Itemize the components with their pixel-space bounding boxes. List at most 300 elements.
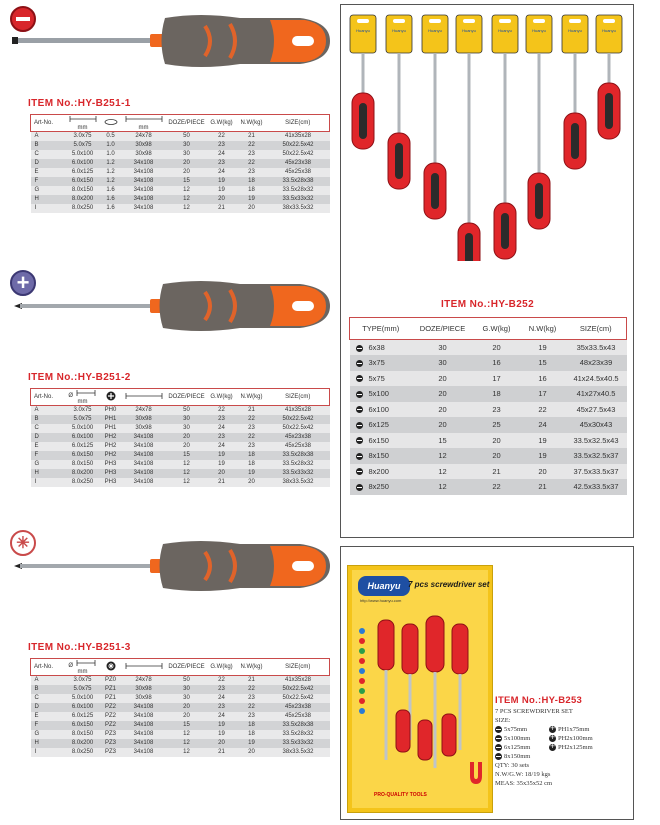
table-cell: 30x98 (121, 694, 167, 703)
table-cell: 15 (167, 451, 207, 460)
slotted-icon (356, 422, 363, 429)
table-cell: 30 (167, 141, 207, 150)
weight: N.W/G.W: 18/19 kgs (495, 771, 551, 778)
package-feature-dots (359, 628, 367, 718)
header-art-no: Art-No. (31, 389, 65, 406)
table-cell: 15 (412, 433, 474, 449)
type-value: 6x150 (368, 435, 389, 445)
header-gw: G.W(kg) (207, 659, 237, 676)
table-cell: PH2 (101, 451, 121, 460)
table-cell: 23 (207, 685, 237, 694)
table-row (350, 417, 627, 433)
header-diameter: Ø (68, 663, 73, 669)
table-cell: 30 (167, 150, 207, 159)
table-cell: 24 (207, 442, 237, 451)
table-cell: 22 (207, 132, 237, 141)
header-doze-piece: DOZE/PIECE (412, 318, 474, 340)
table-row (31, 442, 330, 451)
table-cell: 50 (167, 406, 207, 415)
type-value: 8x200 (368, 466, 389, 476)
table-cell: 15 (167, 177, 207, 186)
table-row (31, 433, 330, 442)
b253-panel (340, 546, 634, 820)
table-cell: 18 (237, 451, 267, 460)
table-cell: 5.0x75 (65, 141, 101, 150)
table-cell: I (31, 204, 65, 213)
table-cell (350, 355, 412, 371)
table-cell: 12 (412, 479, 474, 495)
table-cell: 1.0 (101, 141, 121, 150)
table-cell: 8.0x150 (65, 460, 101, 469)
type-value: 6x38 (368, 343, 385, 352)
table-row (31, 159, 330, 168)
table-cell (350, 433, 412, 449)
table-cell: 34x108 (121, 168, 167, 177)
phillips-type-icon: + (10, 270, 36, 296)
table-cell: 20 (237, 204, 267, 213)
header-length (121, 115, 167, 132)
table-cell: 19 (207, 721, 237, 730)
table-cell: 22 (237, 703, 267, 712)
table-cell: 50x22.5x42 (267, 424, 330, 433)
table-cell: 34x108 (121, 442, 167, 451)
table-row (31, 676, 330, 685)
quantity: QTY: 30 sets (495, 762, 530, 769)
table-cell: 20 (412, 371, 474, 387)
table-cell: 1.2 (101, 168, 121, 177)
header-blade (65, 389, 101, 406)
table-row (31, 739, 330, 748)
table-cell: F (31, 451, 65, 460)
slotted-icon (356, 453, 363, 460)
table-row (31, 177, 330, 186)
table-cell: 50x22.5x42 (267, 694, 330, 703)
table-cell: 23 (237, 168, 267, 177)
table-cell: 45x25x38 (267, 712, 330, 721)
table-row (31, 469, 330, 478)
table-cell: 12 (167, 748, 207, 757)
table-cell: 6.0x150 (65, 721, 101, 730)
table-cell: 45x23x38 (267, 703, 330, 712)
slotted-size-item: 6x125mm (495, 743, 549, 752)
table-cell: 6.0x100 (65, 159, 101, 168)
slotted-screwdriver-icon (0, 4, 336, 84)
header-size: SIZE(cm) (267, 115, 330, 132)
header-nw: N.W(kg) (237, 115, 267, 132)
table-cell (350, 417, 412, 433)
table-cell: 24x78 (121, 132, 167, 141)
table-cell: 12 (167, 730, 207, 739)
header-tip (101, 389, 121, 406)
table-cell: B (31, 685, 65, 694)
length-dimension-icon (124, 115, 164, 123)
length-dimension-icon (124, 392, 164, 400)
table-cell: 6.0x150 (65, 451, 101, 460)
pozidriv-screwdriver-image (0, 526, 336, 606)
table-cell: PH1 (101, 424, 121, 433)
slotted-icon (356, 484, 363, 491)
table-cell: PZ1 (101, 685, 121, 694)
table-cell: 19 (520, 433, 566, 449)
spec-table (30, 114, 330, 213)
b251-2-section (0, 262, 336, 512)
table-cell: 1.0 (101, 150, 121, 159)
table-cell: 21 (237, 676, 267, 685)
phillips-size-item: + PH1x75mm (549, 725, 609, 734)
table-cell: 6.0x125 (65, 712, 101, 721)
table-cell: 15 (520, 355, 566, 371)
header-tip (101, 115, 121, 132)
b252-panel (340, 4, 634, 538)
table-row (350, 371, 627, 387)
table-cell: PZ3 (101, 739, 121, 748)
table-cell: PH3 (101, 460, 121, 469)
table-cell: 19 (520, 448, 566, 464)
table-cell: 34x108 (121, 478, 167, 487)
table-row (31, 168, 330, 177)
table-cell: 34x108 (121, 721, 167, 730)
table-cell: PZ2 (101, 721, 121, 730)
blade-dimension-icon (75, 659, 97, 667)
table-cell: G (31, 186, 65, 195)
table-cell: A (31, 676, 65, 685)
table-cell: E (31, 168, 65, 177)
table-cell: 8.0x250 (65, 478, 101, 487)
table-cell: 20 (474, 433, 520, 449)
table-cell: 20 (167, 442, 207, 451)
table-cell: 34x108 (121, 739, 167, 748)
table-cell: PH3 (101, 478, 121, 487)
table-cell: 30x98 (121, 415, 167, 424)
slotted-icon (495, 744, 502, 751)
slotted-icon (495, 753, 502, 760)
table-cell: D (31, 703, 65, 712)
table-cell: 24 (207, 424, 237, 433)
table-cell: 23 (237, 442, 267, 451)
table-row (31, 478, 330, 487)
size-list (495, 725, 631, 761)
table-cell: 23 (474, 402, 520, 418)
table-cell: 38x33.5x32 (267, 204, 330, 213)
header-nw: N.W(kg) (237, 389, 267, 406)
table-cell: D (31, 433, 65, 442)
phillips-icon (549, 726, 556, 733)
table-cell: 0.5 (101, 132, 121, 141)
table-cell: 22 (207, 676, 237, 685)
table-row (31, 204, 330, 213)
header-nw: N.W(kg) (237, 659, 267, 676)
measurement: MEAS: 35x35x52 cm (495, 780, 553, 787)
table-cell: 20 (474, 340, 520, 356)
table-row (31, 748, 330, 757)
table-cell: 20 (237, 748, 267, 757)
table-cell: PZ0 (101, 676, 121, 685)
hang-card-logo: Huanyu (428, 28, 442, 33)
table-row (31, 712, 330, 721)
hang-card-logo: Huanyu (392, 28, 406, 33)
table-row (350, 386, 627, 402)
table-cell: 33.5x28x32 (267, 730, 330, 739)
hanging-screwdriver (350, 15, 376, 149)
header-type: TYPE(mm) (350, 318, 412, 340)
table-cell: 6.0x100 (65, 433, 101, 442)
table-row (350, 402, 627, 418)
table-row (31, 406, 330, 415)
slotted-size-item: 5x100mm (495, 734, 549, 743)
table-cell: I (31, 748, 65, 757)
table-cell: 33.5x28x38 (267, 451, 330, 460)
table-cell: 21 (237, 406, 267, 415)
table-row (31, 415, 330, 424)
table-cell: 12 (167, 204, 207, 213)
item-title: ITEM No.:HY-B253 (495, 695, 583, 706)
table-row (31, 186, 330, 195)
type-value: 6x125 (368, 420, 389, 430)
hang-card-logo: Huanyu (568, 28, 582, 33)
table-row (31, 132, 330, 141)
table-cell: 5.0x100 (65, 694, 101, 703)
phillips-size-item: + PH2x125mm (549, 743, 609, 752)
table-cell: 19 (237, 739, 267, 748)
table-cell: 6.0x125 (65, 442, 101, 451)
table-cell: 23 (207, 703, 237, 712)
table-cell: 20 (167, 168, 207, 177)
table-cell: H (31, 469, 65, 478)
table-cell: H (31, 195, 65, 204)
table-cell: 23 (237, 694, 267, 703)
table-cell: G (31, 460, 65, 469)
table-cell (350, 402, 412, 418)
table-cell: 17 (474, 371, 520, 387)
table-cell: 19 (207, 186, 237, 195)
table-cell: 1.2 (101, 159, 121, 168)
table-cell: 50 (167, 676, 207, 685)
magnet-icon (468, 760, 484, 786)
table-cell: 34x108 (121, 451, 167, 460)
table-cell: 33.5x28x38 (267, 721, 330, 730)
header-length (121, 659, 167, 676)
table-cell: 18 (474, 386, 520, 402)
table-cell (350, 340, 412, 356)
header-size: SIZE(cm) (566, 318, 627, 340)
set-name: 7 PCS SCREWDRIVER SET (495, 708, 573, 715)
table-cell: B (31, 415, 65, 424)
table-cell: 6.0x100 (65, 703, 101, 712)
table-cell: 33.5x33x32 (267, 195, 330, 204)
table-cell: A (31, 406, 65, 415)
table-cell: 19 (237, 195, 267, 204)
slotted-icon (356, 345, 363, 352)
table-cell: 8.0x150 (65, 730, 101, 739)
table-cell: 18 (237, 730, 267, 739)
table-cell: 5.0x75 (65, 685, 101, 694)
table-cell: E (31, 442, 65, 451)
table-cell: PZ2 (101, 703, 121, 712)
table-cell: 3.0x75 (65, 132, 101, 141)
table-cell: 45x30x43 (566, 417, 627, 433)
header-nw: N.W(kg) (520, 318, 566, 340)
table-cell: 50x22.5x42 (267, 141, 330, 150)
table-cell (350, 448, 412, 464)
table-cell: 42.5x33.5x37 (566, 479, 627, 495)
type-value: 5x100 (368, 389, 389, 399)
table-cell: D (31, 159, 65, 168)
table-cell: 22 (237, 685, 267, 694)
table-cell: 20 (237, 478, 267, 487)
table-row (31, 424, 330, 433)
table-cell: 24 (207, 694, 237, 703)
table-cell: 18 (237, 177, 267, 186)
table-cell: 20 (207, 469, 237, 478)
header-gw: G.W(kg) (207, 115, 237, 132)
table-cell: 1.6 (101, 186, 121, 195)
table-cell: 33.5x28x32 (267, 186, 330, 195)
table-cell: 34x108 (121, 177, 167, 186)
table-row (31, 195, 330, 204)
table-cell: 8.0x250 (65, 748, 101, 757)
table-cell: 50x22.5x42 (267, 685, 330, 694)
slotted-size-item: 8x150mm (495, 752, 549, 761)
table-cell (350, 386, 412, 402)
table-cell: PH2 (101, 442, 121, 451)
table-row (350, 340, 627, 356)
header-doze-piece: DOZE/PIECE (167, 389, 207, 406)
table-row (31, 150, 330, 159)
table-cell: 12 (412, 464, 474, 480)
header-unit: mm (138, 125, 149, 131)
phillips-size-item: + PH2x100mm (549, 734, 609, 743)
table-cell: 45x23x38 (267, 159, 330, 168)
table-cell: 20 (412, 386, 474, 402)
table-cell: 20 (167, 712, 207, 721)
table-cell: 34x108 (121, 204, 167, 213)
hang-card-logo: Huanyu (498, 28, 512, 33)
blade-dimension-icon (75, 389, 97, 397)
item-title: ITEM No.:HY-B251-1 (28, 98, 131, 109)
table-cell: 45x25x38 (267, 168, 330, 177)
table-cell (350, 464, 412, 480)
header-size: SIZE(cm) (267, 389, 330, 406)
type-value: 5x75 (368, 373, 385, 383)
table-row (31, 685, 330, 694)
table-cell: 21 (207, 748, 237, 757)
table-cell: 24x78 (121, 406, 167, 415)
hanging-screwdriver (492, 15, 518, 259)
hanging-screwdriver (526, 15, 552, 229)
table-cell: PH2 (101, 433, 121, 442)
table-cell: 33.5x33x32 (267, 469, 330, 478)
table-cell: 1.6 (101, 204, 121, 213)
table-cell: 21 (474, 464, 520, 480)
table-cell: 30 (167, 694, 207, 703)
table-cell: 34x108 (121, 730, 167, 739)
table-cell: F (31, 177, 65, 186)
table-cell: A (31, 132, 65, 141)
header-blade (65, 115, 101, 132)
table-cell: 18 (237, 186, 267, 195)
table-cell: 17 (520, 386, 566, 402)
table-cell: 30 (412, 340, 474, 356)
table-cell: 30 (167, 424, 207, 433)
table-cell: 3.0x75 (65, 676, 101, 685)
pozidriv-type-icon: ✳ (10, 530, 36, 556)
table-cell: 34x108 (121, 460, 167, 469)
table-cell: 5.0x75 (65, 415, 101, 424)
table-cell: 23 (237, 150, 267, 159)
slotted-screwdriver-image (0, 4, 336, 84)
table-cell: 41x35x28 (267, 132, 330, 141)
hanging-screwdriver (562, 15, 588, 169)
table-cell: 30x98 (121, 150, 167, 159)
packaged-screwdrivers-icon (368, 610, 488, 780)
table-cell: PZ2 (101, 712, 121, 721)
phillips-tip-icon (106, 391, 116, 401)
table-cell: 5.0x100 (65, 150, 101, 159)
table-cell: 23 (207, 415, 237, 424)
table-cell: 15 (167, 721, 207, 730)
table-cell: 22 (237, 159, 267, 168)
screwdriver-set-package-image (347, 565, 493, 813)
table-cell: 8.0x250 (65, 204, 101, 213)
table-cell: 37.5x33.5x37 (566, 464, 627, 480)
table-cell: 6.0x125 (65, 168, 101, 177)
hang-card-logo: Huanyu (462, 28, 476, 33)
slotted-icon (356, 391, 363, 398)
table-cell: 24 (207, 150, 237, 159)
table-cell: 41x35x28 (267, 676, 330, 685)
table-cell: 8.0x200 (65, 739, 101, 748)
length-dimension-icon (124, 662, 164, 670)
table-cell: 34x108 (121, 748, 167, 757)
table-cell: 24 (207, 168, 237, 177)
table-cell: 30x98 (121, 424, 167, 433)
table-cell: 12 (167, 186, 207, 195)
table-cell: 19 (520, 340, 566, 356)
table-row (350, 448, 627, 464)
table-cell: 34x108 (121, 186, 167, 195)
table-cell: 50x22.5x42 (267, 415, 330, 424)
slotted-icon (356, 360, 363, 367)
slotted-icon (356, 468, 363, 475)
item-title: ITEM No.:HY-B252 (441, 299, 535, 310)
hanging-screwdriver-set-image (347, 11, 627, 261)
pozidriv-screwdriver-icon (0, 526, 336, 606)
table-cell: 30 (167, 415, 207, 424)
table-cell: 21 (237, 132, 267, 141)
table-cell: 48x23x39 (566, 355, 627, 371)
header-gw: G.W(kg) (207, 389, 237, 406)
table-cell: E (31, 712, 65, 721)
table-cell: 20 (167, 433, 207, 442)
header-diameter: Ø (68, 393, 73, 399)
table-cell: 50x22.5x42 (267, 150, 330, 159)
table-cell: 12 (167, 460, 207, 469)
header-unit: mm (77, 399, 88, 405)
slotted-icon (356, 437, 363, 444)
phillips-screwdriver-icon (0, 270, 336, 350)
type-value: 8x150 (368, 451, 389, 461)
table-cell: 8.0x150 (65, 186, 101, 195)
table-cell: 22 (237, 415, 267, 424)
header-unit: mm (77, 669, 88, 675)
table-cell: 1.6 (101, 195, 121, 204)
table-cell: 20 (474, 448, 520, 464)
table-cell: 20 (412, 402, 474, 418)
table-cell: 34x108 (121, 703, 167, 712)
package-url: http://www.huanyu.com (360, 598, 402, 603)
spec-table (30, 388, 330, 487)
table-cell: B (31, 141, 65, 150)
